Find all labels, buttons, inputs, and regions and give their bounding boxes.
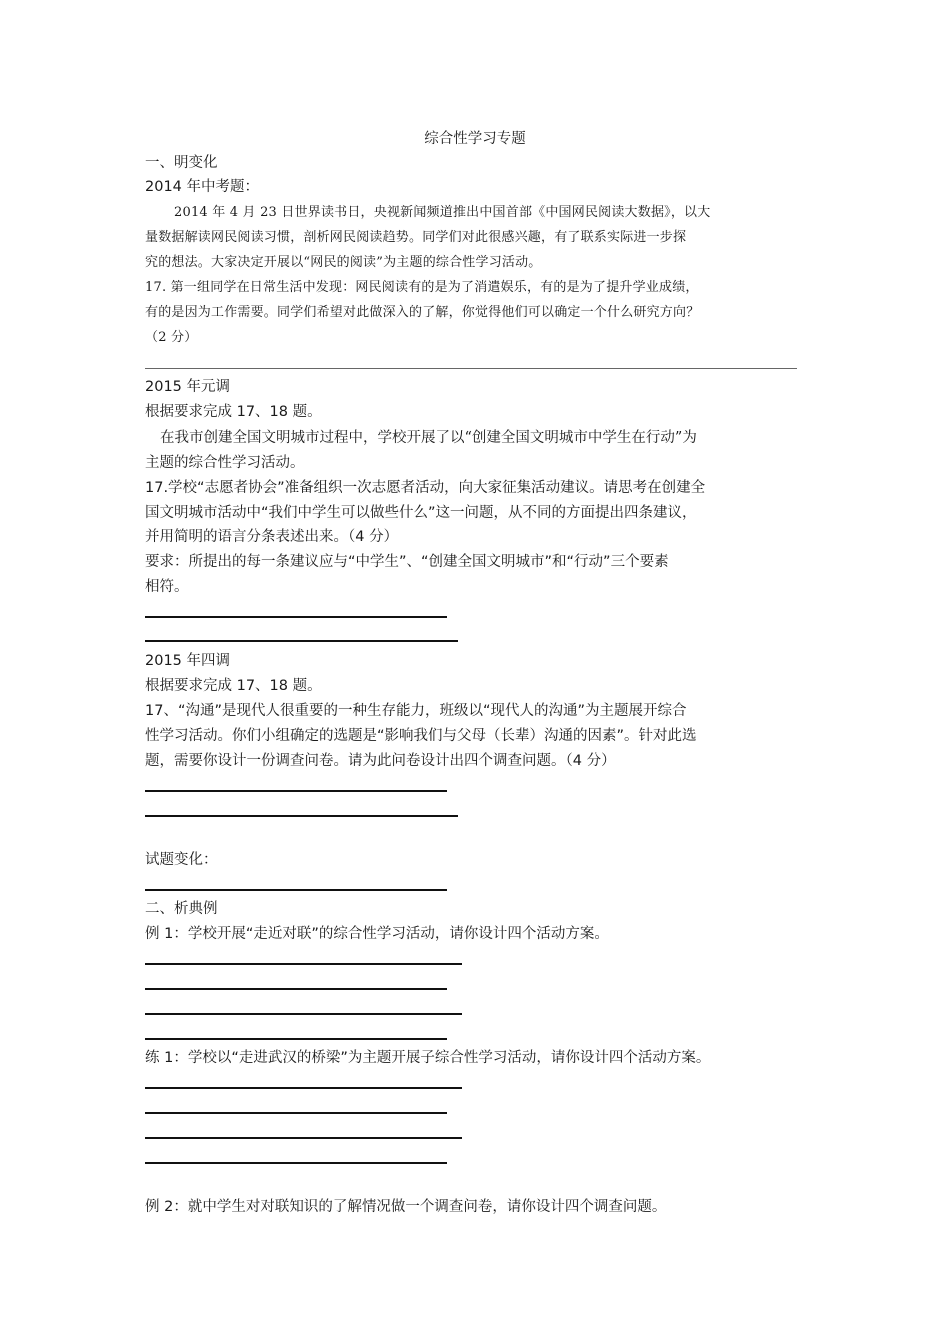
answer-line <box>145 640 458 642</box>
y2014-question-line: 17. 第一组同学在日常生活中发现：网民阅读有的是为了消遣娱乐，有的是为了提升学业成绩， <box>145 280 699 295</box>
section-heading-1: 一、明变化 <box>145 155 218 171</box>
practice-1: 练 1：学校以“走进武汉的桥梁”为主题开展子综合性学习活动，请你设计四个活动方案。 <box>145 1050 711 1066</box>
y2014-intro-line: 量数据解读网民阅读习惯，剖析网民阅读趋势。同学们对此很感兴趣，有了联系实际进一步探 <box>145 230 687 245</box>
answer-line <box>145 1087 462 1089</box>
y2015b-question-line: 性学习活动。你们小组确定的选题是“影响我们与父母（长辈）沟通的因素”。针对此选 <box>145 728 697 744</box>
answer-line <box>145 1137 462 1139</box>
answer-line <box>145 1013 462 1015</box>
example-1: 例 1：学校开展“走近对联”的综合性学习活动，请你设计四个活动方案。 <box>145 926 609 942</box>
y2015a-intro-line: 主题的综合性学习活动。 <box>145 455 305 471</box>
y2015a-requirement-line: 相符。 <box>145 579 189 595</box>
y2014-intro-line: 2014 年 4 月 23 日世界读书日，央视新闻频道推出中国首部《中国网民阅读大数据》，以大 <box>174 205 711 220</box>
y2015b-question-line: 题，需要你设计一份调查问卷。请为此问卷设计出四个调查问题。（4 分） <box>145 753 616 769</box>
change-label: 试题变化： <box>145 852 218 868</box>
y2015a-intro-line: 在我市创建全国文明城市过程中，学校开展了以“创建全国文明城市中学生在行动”为 <box>160 430 697 446</box>
year-2015a-heading: 2015 年元调 <box>145 379 231 395</box>
year-2015b-heading: 2015 年四调 <box>145 653 231 669</box>
y2015b-question-line: 17、“沟通”是现代人很重要的一种生存能力，班级以“现代人的沟通”为主题展开综合 <box>145 703 687 719</box>
y2015a-instruction: 根据要求完成 17、18 题。 <box>145 404 322 420</box>
page-title: 综合性学习专题 <box>424 131 526 147</box>
answer-line <box>145 790 447 792</box>
answer-line <box>145 963 462 965</box>
y2015a-question-line: 17.学校“志愿者协会”准备组织一次志愿者活动，向大家征集活动建议。请思考在创建全 <box>145 480 706 496</box>
year-2014-heading: 2014 年中考题： <box>145 179 260 195</box>
answer-line <box>145 988 447 990</box>
answer-line <box>145 616 447 618</box>
y2015a-question-line: 国文明城市活动中“我们中学生可以做些什么”这一问题，从不同的方面提出四条建议， <box>145 505 697 521</box>
y2015a-requirement-line: 要求：所提出的每一条建议应与“中学生”、“创建全国文明城市”和“行动”三个要素 <box>145 554 669 570</box>
answer-line <box>145 889 447 891</box>
y2015b-instruction: 根据要求完成 17、18 题。 <box>145 678 322 694</box>
answer-line <box>145 815 458 817</box>
y2014-question-line: 有的是因为工作需要。同学们希望对此做深入的了解，你觉得他们可以确定一个什么研究方向？ <box>145 305 700 320</box>
y2014-intro-line: 究的想法。大家决定开展以“网民的阅读”为主题的综合性学习活动。 <box>145 255 542 270</box>
answer-line <box>145 1038 447 1040</box>
y2014-question-line: （2 分） <box>145 330 198 345</box>
section-heading-2: 二、析典例 <box>145 901 218 917</box>
answer-line <box>145 1112 447 1114</box>
answer-line <box>145 1162 447 1164</box>
answer-line <box>145 368 797 369</box>
y2015a-question-line: 并用简明的语言分条表述出来。（4 分） <box>145 529 399 545</box>
example-2: 例 2：就中学生对对联知识的了解情况做一个调查问卷，请你设计四个调查问题。 <box>145 1199 667 1215</box>
